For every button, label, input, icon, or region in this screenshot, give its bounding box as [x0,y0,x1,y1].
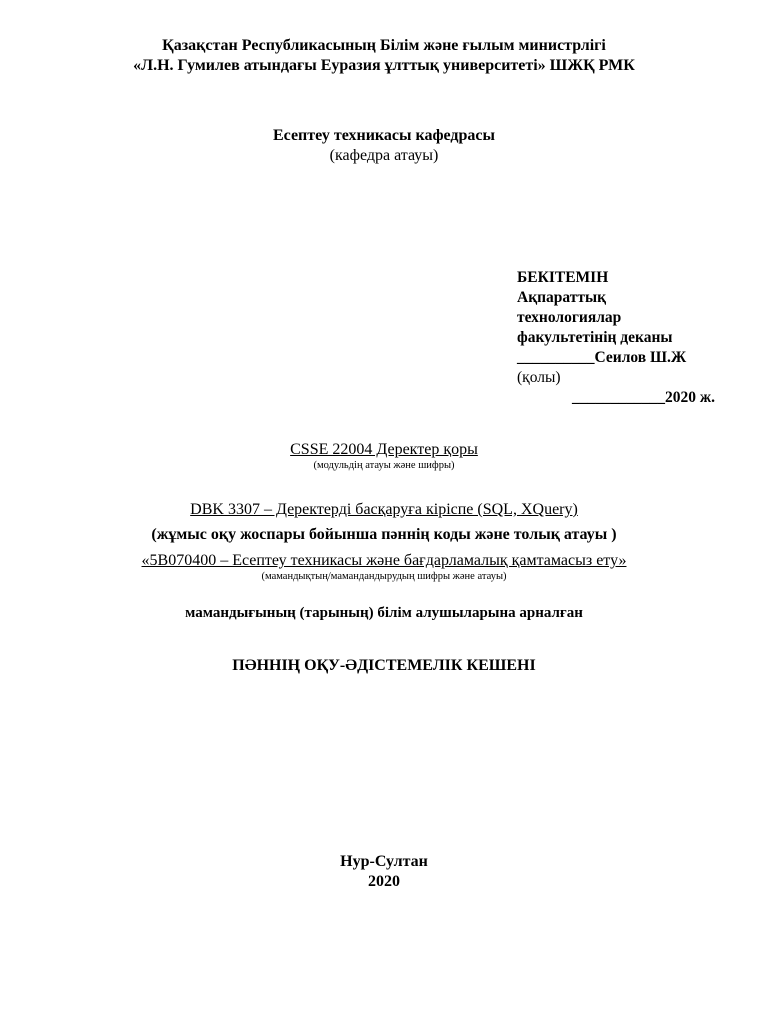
department-name: Есептеу техникасы кафедрасы [272,127,496,144]
audience-line: мамандығының (тарының) білім алушыларына арналған [185,605,583,621]
approval-signature-caption: (қолы) [517,369,561,386]
footer-city: Нур-Султан [340,853,428,870]
document-title: ПӘННІҢ ОҚУ-ӘДІСТЕМЕЛІК КЕШЕНІ [232,657,536,674]
module-name [0,440,768,460]
discipline-caption: (жұмыс оқу жоспары бойынша пәннің коды және толық атауы ) [151,526,617,543]
specialty-name-text: «5В070400 – Есептеу техникасы және бағдарламалық қамтамасыз ету» [141,552,627,569]
approval-date: ____________2020 ж. [572,389,715,406]
discipline-name [0,500,768,520]
module-name-text: CSSE 22004 Деректер қоры [290,441,478,458]
approval-title: БЕКІТЕМІН [517,269,609,286]
footer-year: 2020 [368,873,400,890]
specialty-name [0,551,768,571]
approval-line-1: Ақпараттық [517,289,607,306]
approval-signature: __________Сеилов Ш.Ж [517,349,687,366]
university-line: «Л.Н. Гумилев атындағы Еуразия ұлттық университеті» ШЖҚ РМК [133,57,635,74]
department-caption: (кафедра атауы) [329,147,439,164]
approval-block [517,268,757,408]
specialty-caption: (мамандықтың/мамандандырудың шифры және атауы) [261,571,507,582]
discipline-name-text: DBK 3307 – Деректерді басқаруға кіріспе (SQL, XQuery) [190,501,578,518]
approval-line-3: факультетінің деканы [517,329,673,346]
module-caption: (модульдің атауы және шифры) [313,460,455,471]
approval-line-2: технологиялар [517,309,622,326]
ministry-line: Қазақстан Республикасының Білім және ғылым министрлігі [162,37,606,54]
